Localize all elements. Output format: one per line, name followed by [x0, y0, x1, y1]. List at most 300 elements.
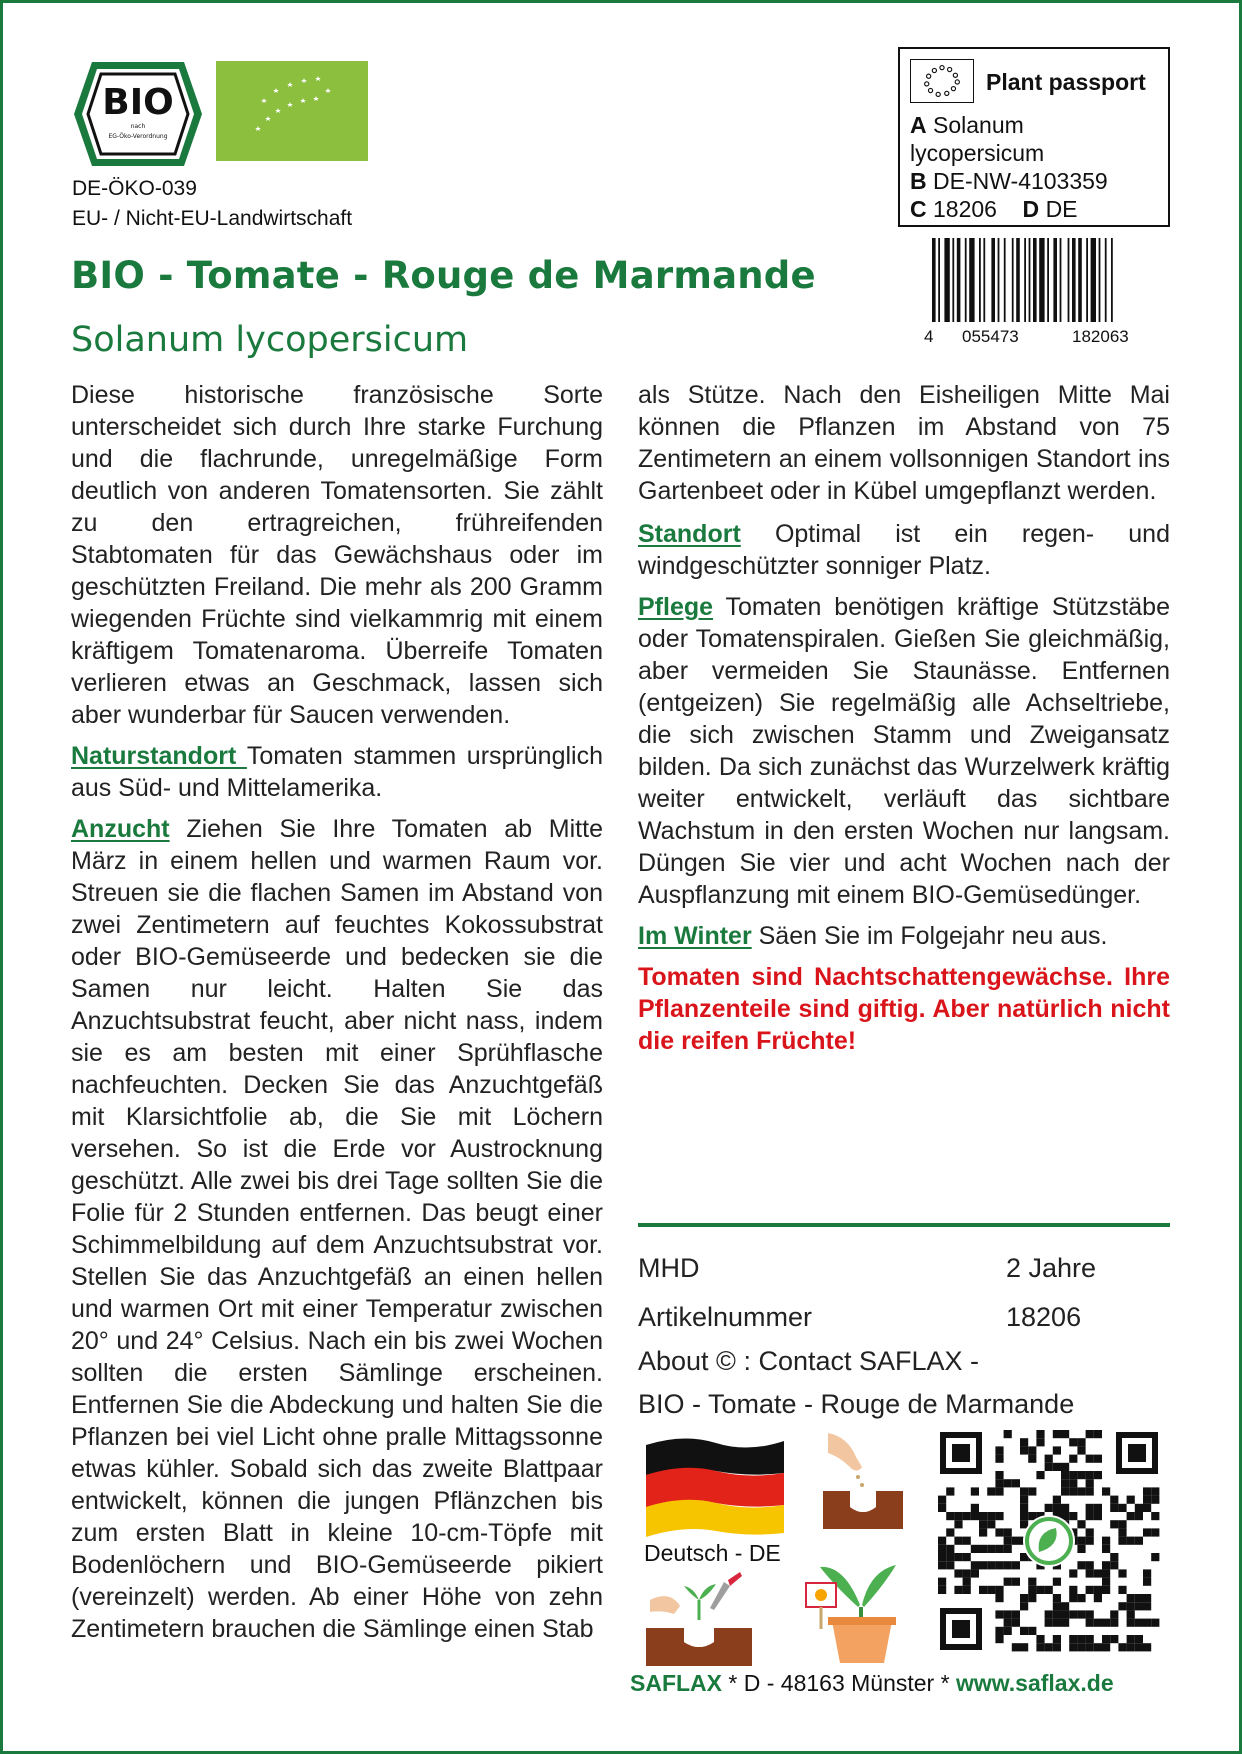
qr-cell: [1004, 1430, 1012, 1438]
barcode-bar: [1086, 238, 1088, 322]
qr-cell: [1053, 1504, 1061, 1512]
qr-cell: [1110, 1635, 1118, 1643]
qr-cell: [1135, 1594, 1143, 1602]
barcode-bar: [1111, 238, 1113, 322]
qr-cell: [1094, 1471, 1102, 1479]
qr-cell: [1012, 1561, 1020, 1569]
qr-cell: [1004, 1537, 1012, 1545]
qr-cell: [1004, 1479, 1012, 1487]
qr-cell: [1110, 1520, 1118, 1528]
plant-passport: [898, 47, 1170, 227]
qr-cell: [1102, 1561, 1110, 1569]
qr-cell: [1094, 1594, 1102, 1602]
qr-cell: [1012, 1578, 1020, 1586]
winter-heading: Im Winter: [638, 922, 752, 950]
section-standort: [638, 518, 1170, 582]
qr-cell: [1118, 1643, 1126, 1651]
qr-cell: [1143, 1602, 1151, 1610]
article-number-label: Artikelnummer: [638, 1302, 813, 1332]
qr-cell: [1102, 1643, 1110, 1651]
qr-cell: [1012, 1537, 1020, 1545]
qr-cell: [1094, 1586, 1102, 1594]
qr-cell: [1086, 1487, 1094, 1495]
qr-cell: [1069, 1643, 1077, 1651]
footer-brand: SAFLAX: [630, 1670, 722, 1696]
bio-logo-sub1: nach: [130, 123, 146, 130]
qr-cell: [1143, 1594, 1151, 1602]
qr-cell: [1094, 1643, 1102, 1651]
qr-cell: [1086, 1561, 1094, 1569]
pp-b-key: B: [910, 168, 927, 194]
qr-cell: [1020, 1594, 1028, 1602]
qr-cell: [1135, 1635, 1143, 1643]
qr-cell: [963, 1553, 971, 1561]
agriculture-origin: EU- / Nicht-EU-Landwirtschaft: [72, 207, 353, 230]
qr-cell: [1102, 1537, 1110, 1545]
qr-cell: [1077, 1471, 1085, 1479]
qr-cell: [971, 1512, 979, 1520]
barcode-bar: [957, 238, 961, 322]
qr-cell: [1086, 1528, 1094, 1536]
qr-cell: [1110, 1619, 1118, 1627]
qr-cell: [1061, 1430, 1069, 1438]
qr-cell: [1004, 1545, 1012, 1553]
qr-cell: [1143, 1496, 1151, 1504]
qr-cell: [979, 1512, 987, 1520]
qr-cell: [1053, 1619, 1061, 1627]
qr-cell: [938, 1586, 946, 1594]
qr-cell: [1012, 1610, 1020, 1618]
qr-cell: [1086, 1512, 1094, 1520]
qr-cell: [1069, 1569, 1077, 1577]
qr-cell: [1110, 1504, 1118, 1512]
organic-control-code: DE-ÖKO-039: [72, 177, 197, 200]
qr-cell: [1012, 1619, 1020, 1627]
barcode-bar: [1053, 238, 1057, 322]
qr-cell: [987, 1520, 995, 1528]
barcode-bar: [1033, 238, 1037, 322]
qr-cell: [1086, 1455, 1094, 1463]
qr-cell: [1127, 1602, 1135, 1610]
pflege-heading: Pflege: [638, 593, 714, 621]
qr-cell: [1094, 1455, 1102, 1463]
qr-cell: [1077, 1446, 1085, 1454]
qr-cell: [1077, 1520, 1085, 1528]
qr-cell: [1069, 1438, 1077, 1446]
qr-cell: [963, 1586, 971, 1594]
qr-cell: [1102, 1487, 1110, 1495]
qr-cell: [995, 1586, 1003, 1594]
qr-cell: [1069, 1512, 1077, 1520]
qr-cell: [995, 1561, 1003, 1569]
qr-cell: [995, 1594, 1003, 1602]
qr-cell: [1020, 1520, 1028, 1528]
qr-cell: [1036, 1635, 1044, 1643]
qr-cell: [987, 1512, 995, 1520]
qr-cell: [1143, 1578, 1151, 1586]
qr-cell: [1086, 1586, 1094, 1594]
qr-cell: [1028, 1487, 1036, 1495]
qr-cell: [1077, 1537, 1085, 1545]
anzucht-heading: Anzucht: [71, 815, 170, 843]
pp-botanical-name-line1: Solanum: [933, 112, 1024, 138]
barcode-bar: [998, 238, 1000, 322]
barcode-digits-left: 055473: [962, 327, 1019, 344]
qr-cell: [1069, 1487, 1077, 1495]
qr-cell: [1045, 1610, 1053, 1618]
qr-cell: [1094, 1512, 1102, 1520]
qr-cell: [1077, 1561, 1085, 1569]
barcode-bar: [969, 238, 974, 322]
barcode-bar: [983, 238, 985, 322]
qr-cell: [995, 1512, 1003, 1520]
qr-cell: [1135, 1537, 1143, 1545]
bio-logo-sub2: EG-Öko-Verordnung: [108, 133, 168, 140]
product-title: BIO - Tomate - Rouge de Marmande: [71, 254, 816, 297]
qr-cell: [1102, 1635, 1110, 1643]
qr-cell: [1020, 1512, 1028, 1520]
barcode-bar: [1072, 238, 1076, 322]
about-contact: About © : Contact SAFLAX -: [638, 1346, 980, 1376]
certification-block: [72, 174, 352, 234]
qr-cell: [1036, 1430, 1044, 1438]
qr-cell: [1053, 1635, 1061, 1643]
qr-cell: [946, 1553, 954, 1561]
qr-cell: [1061, 1602, 1069, 1610]
qr-cell: [1086, 1643, 1094, 1651]
barcode-bar: [1105, 238, 1107, 322]
winter-text: Säen Sie im Folgejahr neu aus.: [758, 922, 1108, 950]
qr-cell: [1077, 1594, 1085, 1602]
qr-cell: [1053, 1643, 1061, 1651]
bio-logo-text: BIO: [102, 82, 174, 123]
qr-cell: [1086, 1479, 1094, 1487]
qr-cell: [995, 1455, 1003, 1463]
qr-cell: [1028, 1455, 1036, 1463]
footer-website-link[interactable]: www.saflax.de: [955, 1670, 1114, 1696]
qr-cell: [1077, 1643, 1085, 1651]
qr-cell: [1086, 1610, 1094, 1618]
qr-cell: [954, 1512, 962, 1520]
barcode-bar: [1078, 238, 1082, 322]
footer-address: * D - 48163 Münster *: [722, 1670, 956, 1696]
qr-cell: [1036, 1438, 1044, 1446]
qr-cell: [1061, 1463, 1069, 1471]
qr-cell: [1036, 1586, 1044, 1594]
qr-cell: [1004, 1610, 1012, 1618]
pp-botanical-name-line2: lycopersicum: [910, 140, 1045, 166]
qr-cell: [938, 1496, 946, 1504]
qr-cell: [1053, 1594, 1061, 1602]
anzucht-text-continued: als Stütze. Nach den Eisheiligen Mitte Mai können die Pflanzen im Abstand von 75 Zentimetern an einem vollsonnigen Standort ins Gartenbeet oder in Kübel umgepflanzt werden.: [638, 381, 1170, 505]
pp-registration-number: DE-NW-4103359: [933, 168, 1108, 194]
qr-cell: [1127, 1643, 1135, 1651]
barcode-bar: [1091, 238, 1096, 322]
qr-cell: [1061, 1619, 1069, 1627]
qr-cell: [1036, 1643, 1044, 1651]
qr-cell: [1028, 1586, 1036, 1594]
qr-cell: [938, 1578, 946, 1586]
qr-cell: [1151, 1512, 1159, 1520]
qr-cell: [979, 1561, 987, 1569]
section-anzucht: [71, 813, 603, 1645]
qr-cell: [954, 1537, 962, 1545]
qr-code: [936, 1428, 1162, 1654]
sowing-hand-icon: [818, 1427, 908, 1535]
qr-cell: [946, 1512, 954, 1520]
mhd-value: 2 Jahre: [1006, 1253, 1097, 1283]
qr-cell: [1118, 1520, 1126, 1528]
qr-cell: [1086, 1504, 1094, 1512]
barcode-bar: [938, 238, 940, 322]
qr-cell: [1127, 1512, 1135, 1520]
qr-cell: [1053, 1463, 1061, 1471]
qr-cell: [954, 1569, 962, 1577]
qr-cell: [1028, 1512, 1036, 1520]
qr-cell: [1110, 1561, 1118, 1569]
barcode-bar: [932, 238, 936, 322]
qr-cell: [1077, 1545, 1085, 1553]
pp-c-key: C: [910, 196, 927, 222]
qr-cell: [995, 1471, 1003, 1479]
barcode-bar: [1099, 238, 1101, 322]
pp-d-key: D: [1022, 196, 1040, 222]
qr-cell: [1086, 1471, 1094, 1479]
qr-cell: [1036, 1471, 1044, 1479]
qr-cell: [1028, 1627, 1036, 1635]
naturstandort-heading: Naturstandort: [71, 742, 247, 770]
qr-cell: [1028, 1594, 1036, 1602]
qr-cell: [995, 1487, 1003, 1495]
potted-plant-icon: [800, 1545, 910, 1665]
qr-cell: [1053, 1578, 1061, 1586]
qr-cell: [1110, 1553, 1118, 1561]
qr-cell: [979, 1528, 987, 1536]
qr-cell: [1069, 1471, 1077, 1479]
qr-cell: [995, 1528, 1003, 1536]
qr-cell: [1045, 1463, 1053, 1471]
text-column-right-sections: [638, 518, 1170, 1066]
qr-cell: [963, 1537, 971, 1545]
qr-cell: [1102, 1545, 1110, 1553]
qr-cell: [1127, 1610, 1135, 1618]
info-separator: [638, 1223, 1170, 1227]
qr-cell: [1077, 1610, 1085, 1618]
qr-cell: [1127, 1635, 1135, 1643]
qr-cell: [1151, 1528, 1159, 1536]
qr-cell: [954, 1520, 962, 1528]
about-product-name: BIO - Tomate - Rouge de Marmande: [638, 1389, 1075, 1419]
qr-cell: [946, 1487, 954, 1495]
qr-cell: [1135, 1643, 1143, 1651]
qr-cell: [1069, 1479, 1077, 1487]
qr-cell: [1135, 1504, 1143, 1512]
qr-cell: [1053, 1610, 1061, 1618]
qr-cell: [1069, 1610, 1077, 1618]
qr-cell: [1004, 1619, 1012, 1627]
qr-cell: [938, 1553, 946, 1561]
qr-cell: [1110, 1496, 1118, 1504]
qr-cell: [1118, 1504, 1126, 1512]
qr-cell: [1135, 1512, 1143, 1520]
standort-text: Optimal ist ein regen- und windgeschützter sonniger Platz.: [638, 520, 1170, 580]
barcode-bar: [1068, 238, 1070, 322]
qr-cell: [1086, 1569, 1094, 1577]
eu-organic-logo: [216, 61, 368, 161]
qr-cell: [1118, 1602, 1126, 1610]
toxicity-warning: Tomaten sind Nachtschattengewächse. Ihre Pflanzenteile sind giftig. Aber natürlich nicht die reifen Früchte!: [638, 963, 1170, 1055]
barcode-bar: [1004, 238, 1006, 322]
pp-a-key: A: [910, 112, 927, 138]
qr-cell: [1028, 1446, 1036, 1454]
footer: [630, 1670, 1114, 1697]
qr-cell: [1077, 1635, 1085, 1643]
qr-cell: [963, 1512, 971, 1520]
qr-cell: [1028, 1578, 1036, 1586]
qr-cell: [1127, 1594, 1135, 1602]
barcode-bar: [1024, 238, 1026, 322]
text-column-left: [71, 379, 603, 1654]
qr-cell: [971, 1487, 979, 1495]
qr-cell: [1061, 1471, 1069, 1479]
qr-cell: [1069, 1586, 1077, 1594]
qr-cell: [946, 1561, 954, 1569]
qr-cell: [1069, 1455, 1077, 1463]
qr-cell: [938, 1504, 946, 1512]
qr-cell: [1045, 1586, 1053, 1594]
section-pflege: [638, 591, 1170, 911]
section-naturstandort: [71, 740, 603, 804]
pp-country: DE: [1045, 196, 1078, 222]
qr-cell: [1077, 1438, 1085, 1446]
bio-seal-logo: [72, 58, 204, 170]
qr-cell: [995, 1635, 1003, 1643]
qr-cell: [1102, 1586, 1110, 1594]
anzucht-text: Ziehen Sie Ihre Tomaten ab Mitte März in einem hellen und warmen Raum vor. Streuen sie die flachen Samen im Abstand von zwei Zentimetern auf feuchtes Kokossubstrat oder BIO-Gemüseerde und bedecken sie die Samen nur leicht. Halten Sie das Anzuchtsubstrat feucht, aber nicht nass, indem sie es am besten mit einer Sprühflasche nachfeuchten. Decken Sie das Anzuchtgefäß mit Klarsichtfolie ab, die Sie mit Löchern versehen. So ist die Erde vor Austrocknung geschützt. Alle zwei bis drei Tage sollten Sie die Folie für 2 Stunden entfernen. Das beugt einer Schimmelbildung auf dem Anzuchtsubstrat vor. Stellen Sie das Anzuchtgefäß an einen hellen und warmen Ort mit einer Temperatur zwischen 20° und 24° Celsius. Nach ein bis zwei Wochen sollten die ersten Sämlinge erscheinen. Entfernen Sie die Abdeckung und halten Sie die Pflanzen bei viel Licht ohne pralle Mittagssonne etwas kühler. Sobald sich das zweite Blattpaar entwickelt, können die jungen Pflänzchen bis zum ersten Blatt in kleine 10-cm-Töpfe mit Bodenlöchern und BIO-Gemüseerde pikiert (vereinzelt) werden. Ab einer Höhe von zehn Zentimetern brauchen die Sämlinge einen Stab: [71, 815, 603, 1643]
qr-cell: [1094, 1430, 1102, 1438]
qr-cell: [1102, 1569, 1110, 1577]
qr-cell: [1004, 1561, 1012, 1569]
qr-cell: [1004, 1528, 1012, 1536]
qr-cell: [1045, 1455, 1053, 1463]
qr-cell: [954, 1553, 962, 1561]
qr-cell: [1020, 1496, 1028, 1504]
qr-cell: [946, 1545, 954, 1553]
qr-cell: [1151, 1487, 1159, 1495]
qr-cell: [1143, 1643, 1151, 1651]
qr-cell: [1094, 1569, 1102, 1577]
qr-cell: [1118, 1528, 1126, 1536]
qr-cell: [1143, 1619, 1151, 1627]
barcode-bar: [965, 238, 967, 322]
qr-cell: [1020, 1487, 1028, 1495]
qr-cell: [1045, 1619, 1053, 1627]
language-label: Deutsch - DE: [644, 1540, 781, 1566]
qr-cell: [1151, 1619, 1159, 1627]
qr-cell: [1069, 1594, 1077, 1602]
qr-cell: [1053, 1602, 1061, 1610]
qr-cell: [1151, 1496, 1159, 1504]
qr-cell: [971, 1545, 979, 1553]
qr-cell: [954, 1586, 962, 1594]
qr-cell: [1020, 1643, 1028, 1651]
qr-cell: [1020, 1438, 1028, 1446]
qr-cell: [938, 1537, 946, 1545]
barcode-bar: [1016, 238, 1020, 322]
qr-cell: [995, 1627, 1003, 1635]
qr-cell: [1102, 1578, 1110, 1586]
qr-cell: [1086, 1619, 1094, 1627]
qr-cell: [1045, 1643, 1053, 1651]
qr-cell: [1004, 1627, 1012, 1635]
qr-cell: [995, 1479, 1003, 1487]
qr-cell: [1086, 1537, 1094, 1545]
german-flag-icon: [644, 1433, 786, 1538]
qr-cell: [1020, 1602, 1028, 1610]
variety-description: Diese historische französische Sorte unterscheidet sich durch Ihre starke Furchung und die flachrunde, unregelmäßige Form deutlich von anderen Tomatensorten. Sie zählt zu den ertragreichen, frühreifenden Stabtomaten für das Gewächshaus oder im geschützten Freiland. Die mehr als 200 Gramm wiegenden Früchte sind vielkammrig mit einem kräftigem Tomatenaroma. Überreife Tomaten verlieren etwas an Geschmack, lassen sich aber wunderbar für Saucen verwenden.: [71, 381, 603, 729]
qr-cell: [1053, 1430, 1061, 1438]
barcode-bar: [1060, 238, 1062, 322]
barcode-bar: [1029, 238, 1031, 322]
qr-cell: [1020, 1504, 1028, 1512]
barcode-digit-1: 4: [924, 327, 934, 344]
qr-cell: [987, 1545, 995, 1553]
qr-cell: [1127, 1496, 1135, 1504]
qr-cell: [1143, 1504, 1151, 1512]
qr-cell: [1020, 1627, 1028, 1635]
barcode-bar: [944, 238, 949, 322]
product-latin-name: Solanum lycopersicum: [71, 320, 469, 360]
qr-cell: [1077, 1487, 1085, 1495]
qr-cell: [979, 1545, 987, 1553]
standort-heading: Standort: [638, 520, 741, 548]
barcode-bar: [1039, 238, 1044, 322]
barcode-bar: [1047, 238, 1049, 322]
eu-flag-icon: [910, 59, 974, 103]
qr-cell: [1110, 1610, 1118, 1618]
qr-cell: [1143, 1487, 1151, 1495]
qr-cell: [1061, 1504, 1069, 1512]
pflege-text: Tomaten benötigen kräftige Stützstäbe oder Tomatenspiralen. Gießen Sie gleichmäßig, aber vermeiden Sie Staunässe. Entfernen (entgeizen) Sie regelmäßig alle Achseltriebe, die sich zwischen Stamm und Zweigansatz bilden. Da sich zunächst das Wurzelwerk kräftig weiter entwickelt, verläuft das sichtbare Wachstum in den ersten Wochen nur langsam. Düngen Sie vier und acht Wochen nach der Auspflanzung mit einem BIO-Gemüsedünger.: [638, 593, 1170, 909]
qr-cell: [1127, 1537, 1135, 1545]
text-column-right: [638, 379, 1170, 516]
qr-cell: [979, 1586, 987, 1594]
transplant-seedling-icon: [644, 1570, 754, 1670]
qr-cell: [979, 1520, 987, 1528]
qr-cell: [1135, 1619, 1143, 1627]
qr-cell: [1094, 1619, 1102, 1627]
qr-cell: [1069, 1635, 1077, 1643]
qr-cell: [1012, 1643, 1020, 1651]
qr-cell: [1143, 1569, 1151, 1577]
qr-cell: [1012, 1479, 1020, 1487]
plant-passport-title: Plant passport: [986, 69, 1146, 95]
qr-cell: [1102, 1619, 1110, 1627]
qr-cell: [1135, 1602, 1143, 1610]
barcode-bar: [991, 238, 995, 322]
qr-cell: [971, 1561, 979, 1569]
naturstandort-text: Tomaten stammen ursprünglich aus Süd- und Mittelamerika.: [71, 742, 603, 802]
qr-cell: [946, 1528, 954, 1536]
qr-cell: [995, 1545, 1003, 1553]
qr-cell: [995, 1610, 1003, 1618]
qr-cell: [1086, 1430, 1094, 1438]
mhd-label: MHD: [638, 1253, 700, 1283]
barcode-bar: [979, 238, 981, 322]
qr-cell: [1061, 1610, 1069, 1618]
barcode-bar: [1012, 238, 1014, 322]
qr-cell: [971, 1569, 979, 1577]
